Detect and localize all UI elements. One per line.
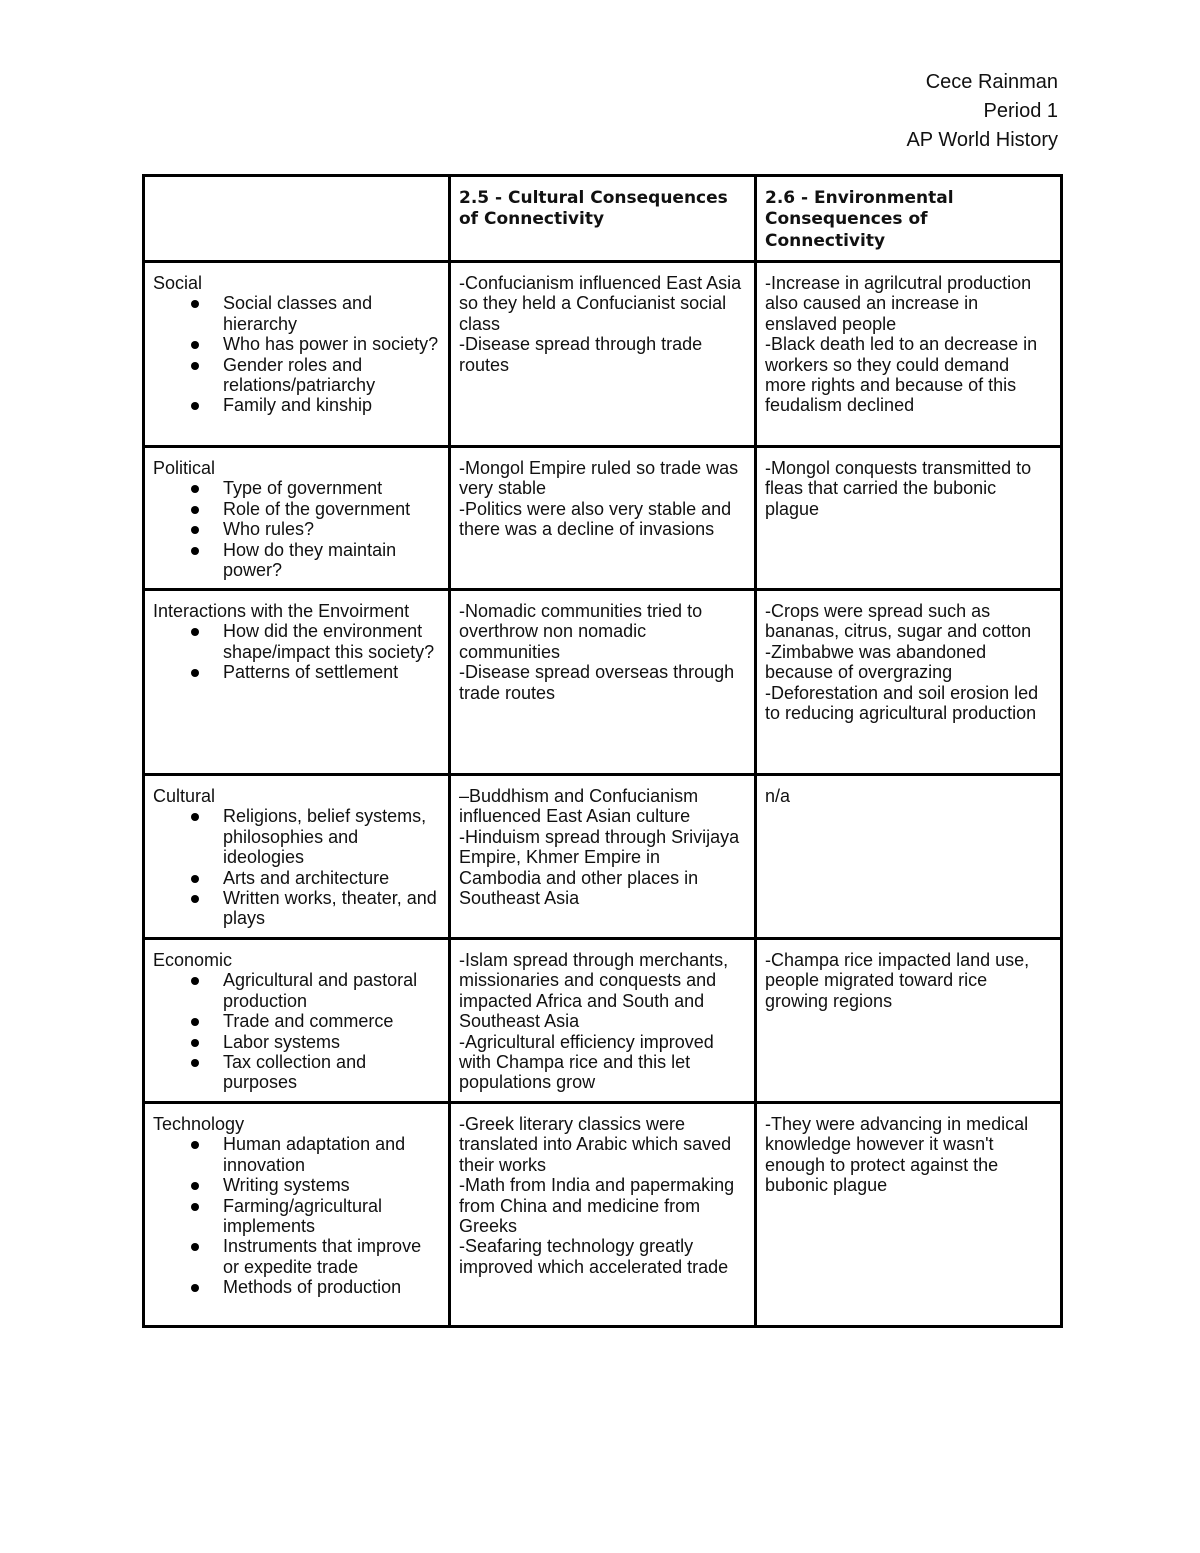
bullet-item: Farming/agricultural implements: [153, 1196, 440, 1237]
table-header-row: [144, 176, 1062, 262]
note-line: -Islam spread through merchants, missionaries and conquests and impacted Africa and South and Southeast Asia: [459, 950, 729, 1032]
consequences-table: [142, 174, 1063, 1328]
column-header-cultural: 2.5 - Cultural Consequences of Connectivity: [459, 188, 728, 230]
bullet-item: Family and kinship: [153, 395, 440, 415]
note-line: -Crops were spread such as bananas, citrus, sugar and cotton: [765, 601, 1032, 642]
note-line: n/a: [765, 786, 791, 806]
bullet-item: Trade and commerce: [153, 1011, 440, 1031]
category-title: Technology: [153, 1114, 245, 1134]
header-cell-cultural: [450, 176, 756, 262]
category-cell: [144, 262, 450, 447]
environmental-cell: [756, 447, 1062, 590]
bullet-item: Tax collection and purposes: [153, 1052, 440, 1093]
category-title: Cultural: [153, 786, 216, 806]
bullet-item: Labor systems: [153, 1032, 440, 1052]
bullet-item: Written works, theater, and plays: [153, 888, 440, 929]
bullet-item: How did the environment shape/impact this society?: [153, 621, 440, 662]
note-line: -Mongol Empire ruled so trade was very stable: [459, 458, 739, 499]
note-line: -Increase in agrilcutral production also caused an increase in enslaved people: [765, 273, 1032, 334]
note-line: -Disease spread through trade routes: [459, 334, 703, 375]
table-row: [144, 939, 1062, 1103]
category-title: Social: [153, 273, 203, 293]
category-title: Political: [153, 458, 216, 478]
cultural-cell: [450, 1103, 756, 1327]
environmental-cell: [756, 939, 1062, 1103]
bullet-item: Type of government: [153, 478, 440, 498]
class-period: Period 1: [983, 100, 1058, 122]
category-cell: [144, 447, 450, 590]
category-cell: [144, 775, 450, 939]
bullet-item: Writing systems: [153, 1175, 440, 1195]
cultural-cell: [450, 939, 756, 1103]
note-line: -Greek literary classics were translated into Arabic which saved their works: [459, 1114, 732, 1175]
environmental-cell: [756, 1103, 1062, 1327]
cultural-cell: [450, 447, 756, 590]
cultural-cell: [450, 262, 756, 447]
note-line: -They were advancing in medical knowledge however it wasn't enough to protect against the bubonic plague: [765, 1114, 1029, 1196]
note-line: -Agricultural efficiency improved with Champa rice and this let populations grow: [459, 1031, 714, 1093]
bullet-item: Social classes and hierarchy: [153, 293, 440, 334]
category-bullet-list: [153, 806, 440, 928]
category-title: Economic: [153, 950, 233, 970]
note-line: -Deforestation and soil erosion led to reducing agricultural production: [765, 682, 1039, 724]
category-bullet-list: [153, 621, 440, 682]
note-line: -Disease spread overseas through trade routes: [459, 662, 735, 703]
header-cell-empty: [144, 176, 450, 262]
note-line: -Mongol conquests transmitted to fleas that carried the bubonic plague: [765, 458, 1032, 519]
category-cell: [144, 590, 450, 775]
note-line: -Nomadic communities tried to overthrow non nomadic communities: [459, 601, 703, 662]
bullet-item: Patterns of settlement: [153, 662, 440, 682]
course-name: AP World History: [906, 129, 1058, 151]
bullet-item: Who rules?: [153, 519, 440, 539]
bullet-item: Agricultural and pastoral production: [153, 970, 440, 1011]
table-row: [144, 775, 1062, 939]
document-header: [906, 68, 1058, 155]
bullet-item: How do they maintain power?: [153, 540, 440, 581]
bullet-item: Role of the government: [153, 499, 440, 519]
bullet-item: Arts and architecture: [153, 868, 440, 888]
note-line: -Champa rice impacted land use, people migrated toward rice growing regions: [765, 950, 1030, 1011]
category-cell: [144, 939, 450, 1103]
header-cell-environmental: [756, 176, 1062, 262]
category-bullet-list: [153, 293, 440, 415]
table-row: [144, 1103, 1062, 1327]
category-bullet-list: [153, 1134, 440, 1297]
table-row: [144, 447, 1062, 590]
bullet-item: Who has power in society?: [153, 334, 440, 354]
column-header-environmental: 2.6 - Environmental Consequences of Connectivity: [765, 188, 954, 251]
note-line: -Seafaring technology greatly improved which accelerated trade: [459, 1236, 729, 1277]
bullet-item: Gender roles and relations/patriarchy: [153, 355, 440, 396]
category-bullet-list: [153, 970, 440, 1092]
cultural-cell: [450, 590, 756, 775]
category-bullet-list: [153, 478, 440, 580]
note-line: -Hinduism spread through Srivijaya Empire, Khmer Empire in Cambodia and other places in Southeast Asia: [459, 826, 740, 909]
note-line: –Buddhism and Confucianism influenced East Asian culture: [459, 786, 699, 827]
bullet-item: Methods of production: [153, 1277, 440, 1297]
environmental-cell: [756, 262, 1062, 447]
cultural-cell: [450, 775, 756, 939]
bullet-item: Instruments that improve or expedite trade: [153, 1236, 440, 1277]
note-line: -Zimbabwe was abandoned because of overgrazing: [765, 641, 987, 683]
bullet-item: Human adaptation and innovation: [153, 1134, 440, 1175]
bullet-item: Religions, belief systems, philosophies and ideologies: [153, 806, 440, 867]
table-row: [144, 262, 1062, 447]
note-line: -Black death led to an decrease in workers so they could demand more rights and because of this feudalism declined: [765, 334, 1038, 416]
environmental-cell: [756, 775, 1062, 939]
student-name: Cece Rainman: [925, 71, 1058, 93]
category-cell: [144, 1103, 450, 1327]
category-title: Interactions with the Envoirment: [153, 601, 410, 621]
note-line: -Politics were also very stable and there was a decline of invasions: [459, 498, 732, 540]
note-line: -Math from India and papermaking from China and medicine from Greeks: [459, 1175, 735, 1237]
note-line: -Confucianism influenced East Asia so they held a Confucianist social class: [459, 273, 742, 334]
environmental-cell: [756, 590, 1062, 775]
table-row: [144, 590, 1062, 775]
